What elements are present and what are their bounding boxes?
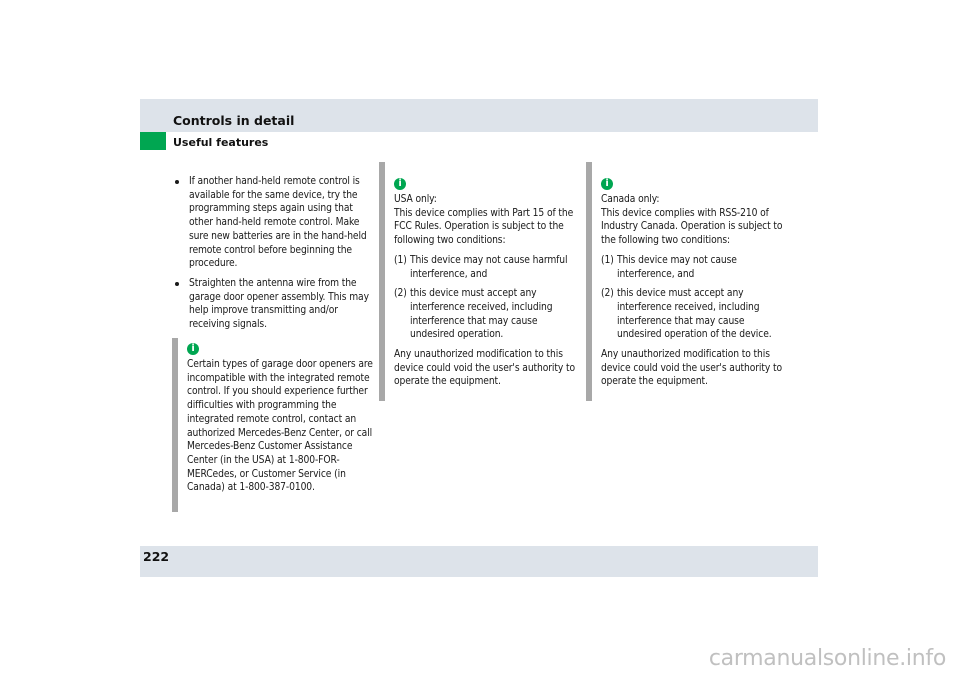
note-text xyxy=(601,193,791,389)
bullet-icon xyxy=(175,282,179,286)
condition-item xyxy=(394,287,579,342)
section-subtitle: Useful features xyxy=(173,136,269,149)
note-heading: Canada only: xyxy=(601,194,660,205)
condition-number: (1) xyxy=(394,254,407,266)
condition-text: This device may not cause interference, and xyxy=(617,254,737,280)
note-closing: Any unauthorized modification to this device could void the user's authority to operate the equipment. xyxy=(394,349,575,388)
section-title: Controls in detail xyxy=(173,113,295,128)
list-item-text: If another hand-held remote control is available for the same device, try the programming steps again using that other hand-held remote control. Make sure new batteries are in the hand-held remote control before beginning the procedure. xyxy=(189,176,367,270)
info-icon: i xyxy=(394,178,406,190)
section-marker xyxy=(140,132,166,150)
condition-item xyxy=(394,254,579,281)
garage-compatibility-note xyxy=(172,338,385,512)
condition-text: This device may not cause harmful interference, and xyxy=(410,254,568,280)
list-item-text: Straighten the antenna wire from the garage door opener assembly. This may help improve transmitting and/or receiving signals. xyxy=(189,277,369,331)
note-intro: This device complies with RSS-210 of Industry Canada. Operation is subject to the following two conditions: xyxy=(601,207,783,247)
note-closing: Any unauthorized modification to this device could void the user's authority to operate the equipment. xyxy=(601,349,782,388)
condition-number: (2) xyxy=(601,288,614,300)
note-text: Certain types of garage door openers are incompatible with the integrated remote control. If you should experience further difficulties with programming the integrated remote control, contact an authorized Mercedes-Benz Center, or call Mercedes-Benz Customer Assistance Center (in the USA) at 1-800-FOR-MERCedes, or Customer Service (in Canada) at 1-800-387-0100. xyxy=(187,359,373,494)
condition-number: (2) xyxy=(394,288,407,300)
note-heading: USA only: xyxy=(394,194,437,205)
info-icon: i xyxy=(187,343,199,355)
footer-band xyxy=(140,546,818,577)
condition-number: (1) xyxy=(601,254,614,266)
note-intro: This device complies with Part 15 of the FCC Rules. Operation is subject to the following two conditions: xyxy=(394,207,574,247)
note-text xyxy=(394,193,579,389)
page-number: 222 xyxy=(143,549,170,564)
condition-text: this device must accept any interference received, including interference that may cause undesired operation. xyxy=(410,288,553,341)
tips-list xyxy=(174,175,374,338)
condition-text: this device must accept any interference received, including interference that may cause undesired operation of the device. xyxy=(617,288,772,341)
canada-compliance-note xyxy=(586,162,791,401)
bullet-icon xyxy=(175,180,179,184)
condition-item xyxy=(601,254,791,281)
info-icon: i xyxy=(601,178,613,190)
list-item xyxy=(174,277,374,332)
usa-compliance-note xyxy=(379,162,579,401)
condition-item xyxy=(601,287,791,342)
watermark-text: carmanualsonline.info xyxy=(708,646,946,671)
list-item xyxy=(174,175,374,271)
